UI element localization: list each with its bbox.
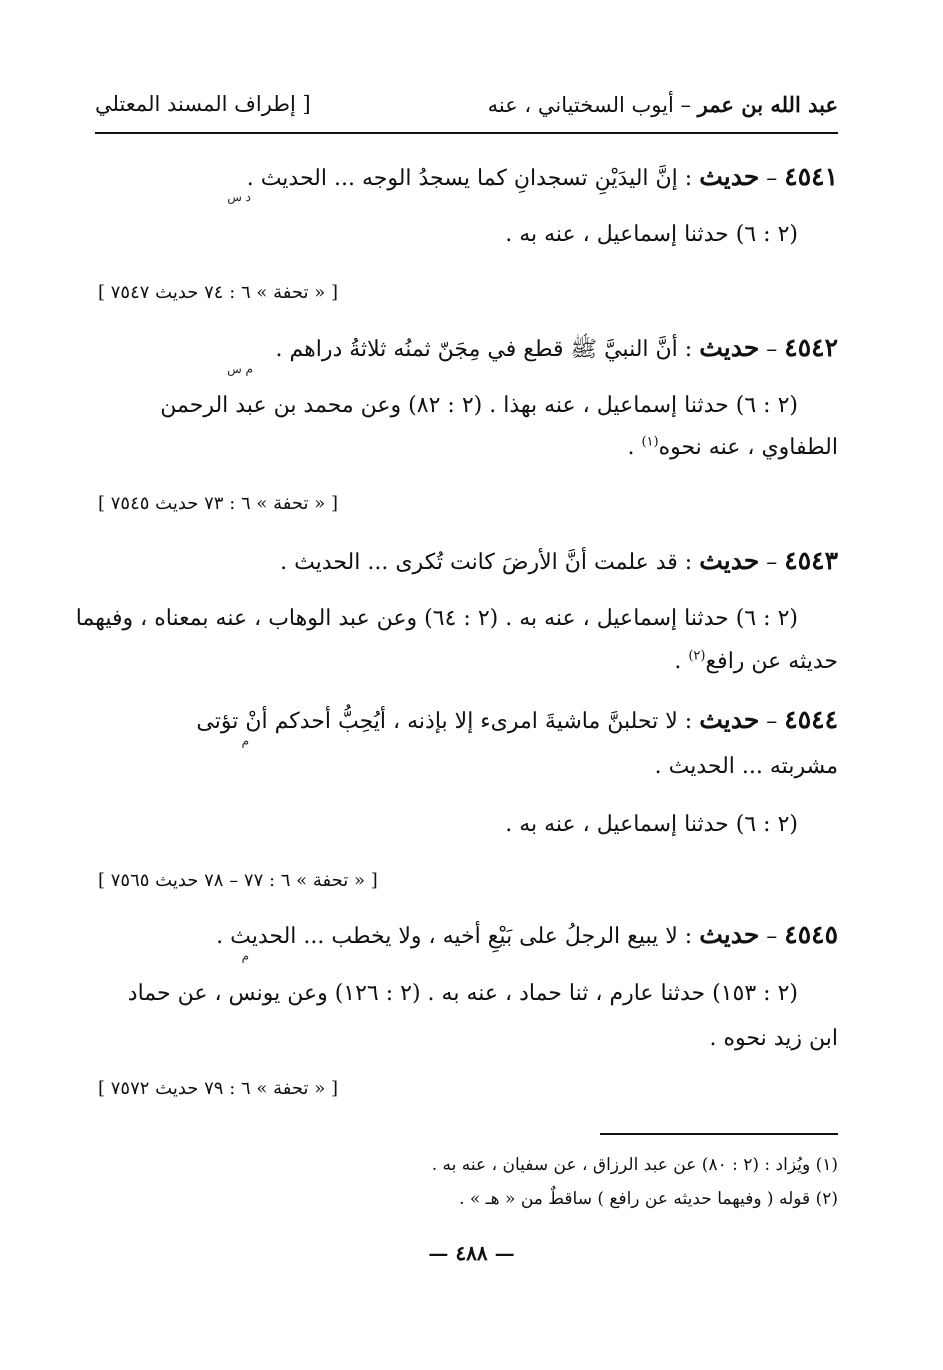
chain-line: ابن زيد نحوه .: [709, 1026, 838, 1051]
siglum-mark: م: [241, 734, 249, 748]
chain-line: (٢ : ٦) حدثنا إسماعيل ، عنه به .: [505, 812, 798, 837]
hadith-line: ٤٥٤٣ – حديث : قد علمت أنَّ الأرضَ كانت تُكرى ... الحديث .: [280, 546, 838, 575]
chain-line: حديثه عن رافع$^{(٢)}$ .: [674, 648, 838, 674]
header-book-title: [ إطراف المسند المعتلي: [95, 92, 311, 116]
footnote: (٢) قوله ( وفيهما حديثه عن رافع ) ساقطٌ من « هـ » .: [459, 1189, 838, 1209]
siglum-mark: د س: [227, 190, 251, 204]
chain-line: (٢ : ٦) حدثنا إسماعيل ، عنه بهذا . (٢ : ٨٢) وعن محمد بن عبد الرحمن: [160, 393, 798, 418]
footnote-divider: [600, 1133, 838, 1135]
siglum-mark: م: [241, 949, 249, 963]
chain-line: (٢ : ١٥٣) حدثنا عارم ، ثنا حماد ، عنه به . (٢ : ١٢٦) وعن يونس ، عن حماد: [127, 981, 798, 1006]
running-header: [95, 92, 838, 134]
header-title: عبد الله بن عمر – أيوب السختياني ، عنه: [487, 92, 838, 117]
chain-line: الطفاوي ، عنه نحوه$^{(١)}$ .: [627, 434, 838, 460]
hadith-line: ٤٥٤١ – حديث : إنَّ اليدَيْنِ تسجدانِ كما يسجدُ الوجه ... الحديث .: [246, 162, 838, 191]
tuhfa-reference: [ « تحفة » ٦ : ٧٣ حديث ٧٥٤٥ ]: [98, 493, 338, 514]
hadith-line-continued: مشربته ... الحديث .: [654, 754, 838, 779]
hadith-line: ٤٥٤٥ – حديث : لا يبيع الرجلُ على بَيْعِ أخيه ، ولا يخطب ... الحديث .: [216, 920, 838, 949]
chain-line: (٢ : ٦) حدثنا إسماعيل ، عنه به .: [505, 222, 798, 247]
footnote: (١) ويُزاد : (٢ : ٨٠) عن عبد الرزاق ، عن سفيان ، عنه به .: [431, 1155, 838, 1175]
hadith-line: ٤٥٤٢ – حديث : أنَّ النبيَّ ﷺ قطع في مِجَنّ ثمنُه ثلاثةُ دراهم .: [275, 333, 838, 362]
siglum-mark: م س: [227, 362, 253, 376]
tuhfa-reference: [ « تحفة » ٦ : ٧٤ حديث ٧٥٤٧ ]: [98, 282, 338, 303]
chain-line: (٢ : ٦) حدثنا إسماعيل ، عنه به . (٢ : ٦٤) وعن عبد الوهاب ، عنه بمعناه ، وفيهما: [75, 606, 798, 631]
hadith-line: ٤٥٤٤ – حديث : لا تحلبنَّ ماشيةَ امرىء إلا بإذنه ، أيُحِبُّ أحدكم أنْ تؤتى: [196, 705, 838, 734]
tuhfa-reference: [ « تحفة » ٦ : ٧٩ حديث ٧٥٧٢ ]: [98, 1078, 338, 1099]
page-number: — ٤٨٨ —: [428, 1241, 515, 1265]
tuhfa-reference: [ « تحفة » ٦ : ٧٧ – ٧٨ حديث ٧٥٦٥ ]: [98, 870, 378, 891]
